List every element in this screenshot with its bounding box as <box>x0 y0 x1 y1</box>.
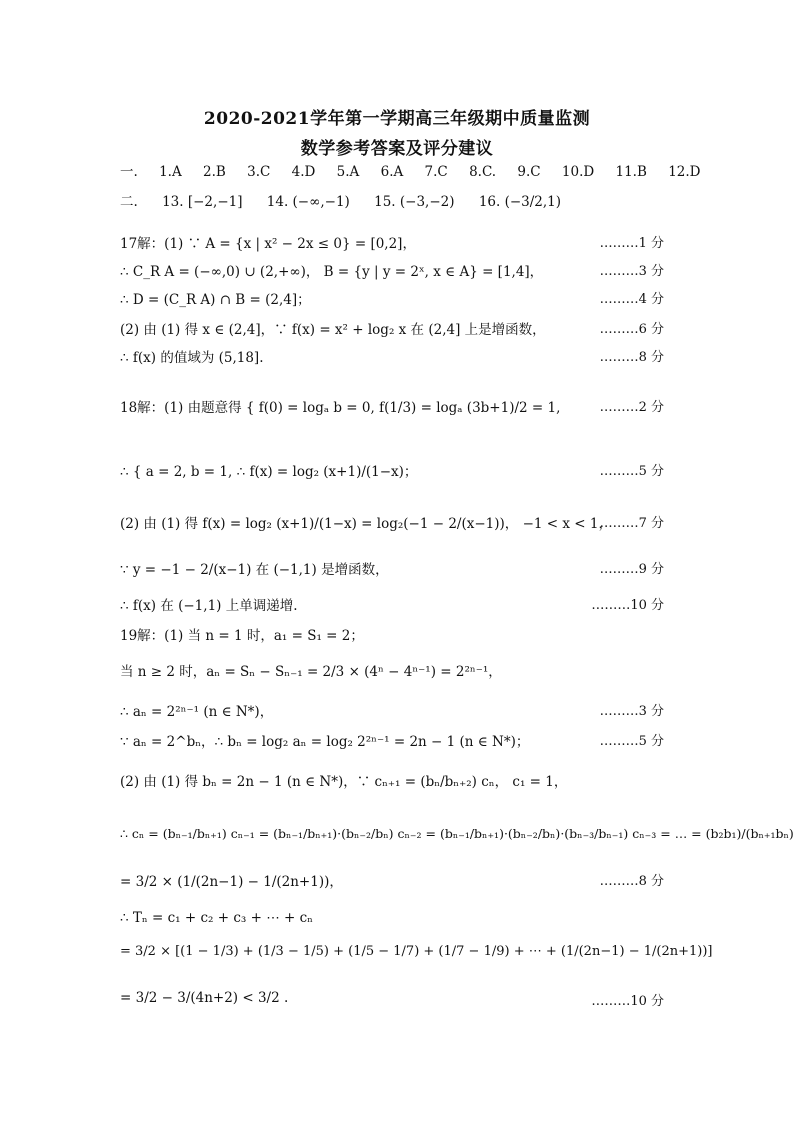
answer-item: 3.C <box>247 164 271 180</box>
answer-item: 6.A <box>380 164 404 180</box>
solution-line: (2) 由 (1) 得 x ∈ (2,4]，∵ f(x) = x² + log₂ x 在 (2,4] 上是增函数， <box>120 322 546 338</box>
solution-line: ∴ { a = 2, b = 1, ∴ f(x) = log₂ (x+1)/(1−x)； <box>120 464 418 480</box>
score-note: ………10 分 <box>591 598 664 613</box>
answer-item: 2.B <box>203 164 226 180</box>
solution-line: ∴ cₙ = (bₙ₋₁/bₙ₊₁) cₙ₋₁ = (bₙ₋₁/bₙ₊₁)·(bₙ₋₂/bₙ) cₙ₋₂ = (bₙ₋₁/bₙ₊₁)·(bₙ₋₂/bₙ)·(bₙ₋₃/bₙ₋₁) cₙ₋₃ = … = (b₂b₁)/(bₙ₊₁bₙ) <box>120 826 794 841</box>
solution-line: 17解：(1) ∵ A = {x | x² − 2x ≤ 0} = [0,2]， <box>120 236 416 252</box>
solution-line: = 3/2 × [(1 − 1/3) + (1/3 − 1/5) + (1/5 − 1/7) + (1/7 − 1/9) + ⋯ + (1/(2n−1) − 1/(2n+1))] <box>120 944 713 959</box>
answer-item: 5.A <box>336 164 360 180</box>
solution-line: ∴ f(x) 的值域为 (5,18]. <box>120 350 264 366</box>
answer-item: 7.C <box>424 164 448 180</box>
solution-line: ∵ aₙ = 2^bₙ，∴ bₙ = log₂ aₙ = log₂ 2²ⁿ⁻¹ = 2n − 1 (n ∈ N*)； <box>120 734 530 750</box>
solution-line: ∴ f(x) 在 (−1,1) 上单调递增. <box>120 598 298 614</box>
answer-item: 12.D <box>668 164 701 180</box>
score-note: ………1 分 <box>599 236 664 251</box>
answer-item: 14. (−∞,−1) <box>266 194 350 210</box>
solution-line: 当 n ≥ 2 时，aₙ = Sₙ − Sₙ₋₁ = 2/3 × (4ⁿ − 4ⁿ⁻¹) = 2²ⁿ⁻¹， <box>120 664 502 680</box>
multiple-choice-answers <box>120 160 701 180</box>
score-note: ………3 分 <box>599 264 664 279</box>
score-note: ………5 分 <box>599 734 664 749</box>
answer-item: 13. [−2,−1] <box>162 194 243 210</box>
solution-line: ∵ y = −1 − 2/(x−1) 在 (−1,1) 是增函数， <box>120 562 389 578</box>
answer-item: 10.D <box>561 164 595 180</box>
section-label: 二. <box>120 194 138 210</box>
solution-line: 19解：(1) 当 n = 1 时，a₁ = S₁ = 2； <box>120 628 364 644</box>
fill-in-answers <box>120 190 581 210</box>
answer-item: 15. (−3,−2) <box>374 194 455 210</box>
solution-line: = 3/2 × (1/(2n−1) − 1/(2n+1))， <box>120 874 343 890</box>
score-note: ………6 分 <box>599 322 664 337</box>
solution-line: = 3/2 − 3/(4n+2) < 3/2 . <box>120 990 289 1006</box>
score-note: ………7 分 <box>599 516 664 531</box>
solution-line: ∴ D = (C_R A) ∩ B = (2,4]； <box>120 292 311 308</box>
solution-line: 18解：(1) 由题意得 { f(0) = logₐ b = 0, f(1/3) = logₐ (3b+1)/2 = 1, <box>120 400 561 416</box>
solution-line: (2) 由 (1) 得 f(x) = log₂ (x+1)/(1−x) = log₂(−1 − 2/(x−1))， −1 < x < 1， <box>120 516 612 532</box>
document-title: 2020-2021学年第一学期高三年级期中质量监测 <box>203 109 591 129</box>
solution-line: ∴ C_R A = (−∞,0) ∪ (2,+∞)， B = {y | y = 2ˣ, x ∈ A} = [1,4]， <box>120 264 544 280</box>
score-note: ………8 分 <box>599 350 664 365</box>
answer-item: 11.B <box>615 164 647 180</box>
answer-item: 9.C <box>517 164 541 180</box>
answer-item: 1.A <box>159 164 182 180</box>
score-note: ………9 分 <box>599 562 664 577</box>
score-note: ………8 分 <box>599 874 664 889</box>
answer-item: 16. (−3/2,1) <box>478 194 562 210</box>
score-note: ………5 分 <box>599 464 664 479</box>
solution-line: ∴ aₙ = 2²ⁿ⁻¹ (n ∈ N*)， <box>120 704 274 720</box>
solution-line: (2) 由 (1) 得 bₙ = 2n − 1 (n ∈ N*)，∵ cₙ₊₁ = (bₙ/bₙ₊₂) cₙ， c₁ = 1， <box>120 774 568 790</box>
answer-item: 4.D <box>291 164 316 180</box>
document-subtitle: 数学参考答案及评分建议 <box>300 139 494 159</box>
answer-item: 8.C. <box>469 164 497 180</box>
score-note: ………3 分 <box>599 704 664 719</box>
section-label: 一. <box>120 164 138 180</box>
score-note: ………4 分 <box>599 292 664 307</box>
score-note: ………2 分 <box>599 400 664 415</box>
score-note: ………10 分 <box>591 994 664 1009</box>
solution-line: ∴ Tₙ = c₁ + c₂ + c₃ + ⋯ + cₙ <box>120 910 314 926</box>
